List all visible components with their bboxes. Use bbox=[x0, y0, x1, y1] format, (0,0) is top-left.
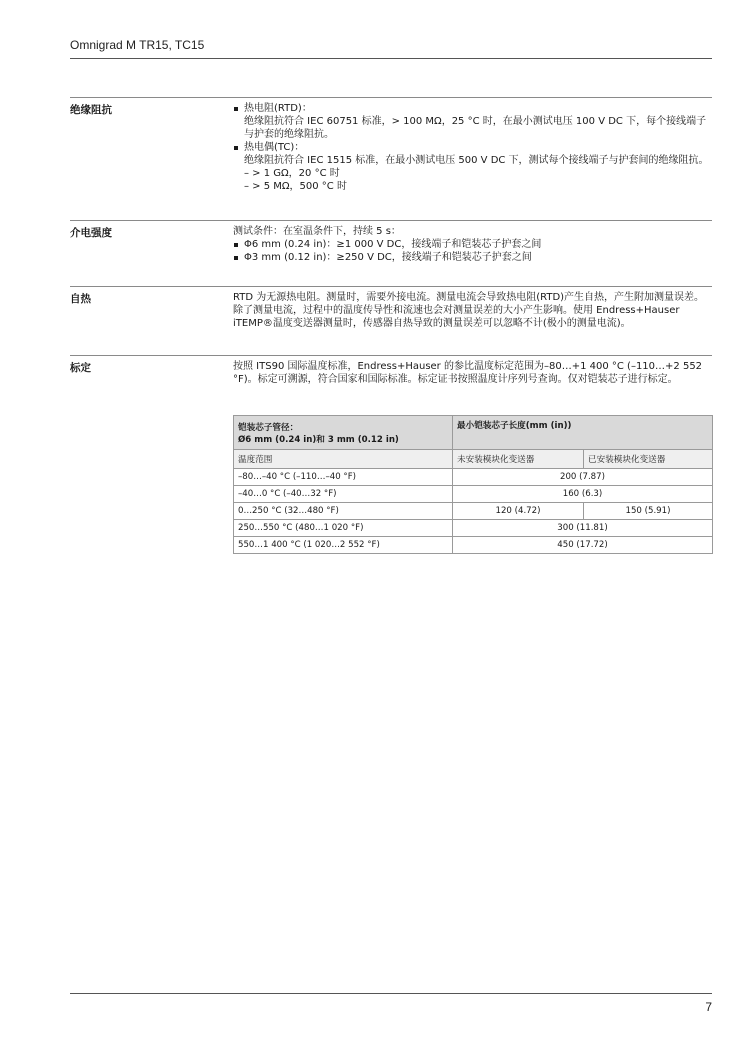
section-insulation bbox=[70, 97, 712, 221]
table-cell-range: –40…0 °C (–40…32 °F) bbox=[234, 486, 453, 503]
page-number: 7 bbox=[705, 1000, 712, 1014]
table-cell-with: 150 (5.91) bbox=[584, 503, 713, 520]
table-cell-value: 160 (6.3) bbox=[453, 486, 713, 503]
dielectric-item-1: Φ6 mm (0.24 in)：≥1 000 V DC，接线端子和铠装芯子护套之间 bbox=[233, 238, 713, 251]
section-dielectric bbox=[70, 220, 712, 287]
table-subheader-row bbox=[234, 450, 713, 469]
tc-value-2: – > 5 MΩ，500 °C 时 bbox=[244, 181, 347, 192]
section-title-dielectric: 介电强度 bbox=[70, 227, 112, 239]
bullet-tc bbox=[233, 141, 713, 167]
document-header: Omnigrad M TR15, TC15 bbox=[70, 38, 205, 52]
rtd-text: 绝缘阻抗符合 IEC 60751 标准，> 100 MΩ，25 °C 时，在最小测试电压 100 V DC 下，每个接线端子与护套的绝缘阻抗。 bbox=[244, 116, 707, 140]
table-cell-value: 450 (17.72) bbox=[453, 537, 713, 554]
dielectric-intro: 测试条件：在室温条件下，持续 5 s： bbox=[233, 226, 401, 237]
section-selfheating bbox=[70, 286, 712, 356]
table-header-row bbox=[234, 416, 713, 450]
section-title-selfheating: 自热 bbox=[70, 293, 91, 305]
table-sub-with: 已安装模块化变送器 bbox=[584, 450, 713, 469]
footer-rule bbox=[70, 993, 712, 994]
section-body-dielectric bbox=[233, 225, 713, 264]
table-sub-range: 温度范围 bbox=[234, 450, 453, 469]
section-body-calibration bbox=[233, 360, 713, 386]
head-diameter-value: Ø6 mm (0.24 in)和 3 mm (0.12 in) bbox=[238, 434, 399, 445]
bullet-rtd bbox=[233, 102, 713, 141]
section-calibration bbox=[70, 355, 712, 576]
header-rule bbox=[70, 58, 712, 59]
head-diameter-label: 铠装芯子管径： bbox=[238, 422, 299, 433]
rtd-label: 热电阻(RTD)： bbox=[244, 103, 312, 114]
table-cell-range: –80…–40 °C (–110…–40 °F) bbox=[234, 469, 453, 486]
table-cell-range: 550…1 400 °C (1 020…2 552 °F) bbox=[234, 537, 453, 554]
table-cell-value: 200 (7.87) bbox=[453, 469, 713, 486]
table-cell-value: 300 (11.81) bbox=[453, 520, 713, 537]
table-cell-without: 120 (4.72) bbox=[453, 503, 584, 520]
calibration-table bbox=[233, 415, 713, 554]
table-cell-range: 250…550 °C (480…1 020 °F) bbox=[234, 520, 453, 537]
table-cell-range: 0…250 °C (32…480 °F) bbox=[234, 503, 453, 520]
dielectric-item-2: Φ3 mm (0.12 in)：≥250 V DC，接线端子和铠装芯子护套之间 bbox=[233, 251, 713, 264]
tc-label: 热电偶(TC)： bbox=[244, 142, 305, 153]
table-head-diameter bbox=[234, 416, 453, 450]
tc-value-1: – > 1 GΩ，20 °C 时 bbox=[244, 168, 340, 179]
table-row bbox=[234, 469, 713, 486]
section-title-insulation: 绝缘阻抗 bbox=[70, 104, 112, 116]
table-row bbox=[234, 520, 713, 537]
selfheating-text: RTD 为无源热电阻。测量时，需要外接电流。测量电流会导致热电阻(RTD)产生自热，产生附加测量误差。除了测量电流，过程中的温度传导性和流速也会对测量误差的大小产生影响。使用 Endress+Hauser iTEMP®温度变送器测量时，传感器自热导致的测量误差可以忽略不计(极小的测量电流)。 bbox=[233, 292, 705, 329]
table-row bbox=[234, 537, 713, 554]
table-head-min-length: 最小铠装芯子长度(mm (in)) bbox=[453, 416, 713, 450]
table-row bbox=[234, 503, 713, 520]
section-body-insulation bbox=[233, 102, 713, 193]
table-sub-without: 未安装模块化变送器 bbox=[453, 450, 584, 469]
calibration-text: 按照 ITS90 国际温度标准，Endress+Hauser 的参比温度标定范围为–80…+1 400 °C (–110…+2 552 °F)。标定可溯源，符合国家和国际标准。标定证书按照温度计序列号查询。仅对铠装芯子进行标定。 bbox=[233, 361, 703, 385]
tc-text: 绝缘阻抗符合 IEC 1515 标准，在最小测试电压 500 V DC 下，测试每个接线端子与护套间的绝缘阻抗。 bbox=[244, 155, 709, 166]
section-title-calibration: 标定 bbox=[70, 362, 91, 374]
section-body-selfheating bbox=[233, 291, 713, 330]
table-row bbox=[234, 486, 713, 503]
